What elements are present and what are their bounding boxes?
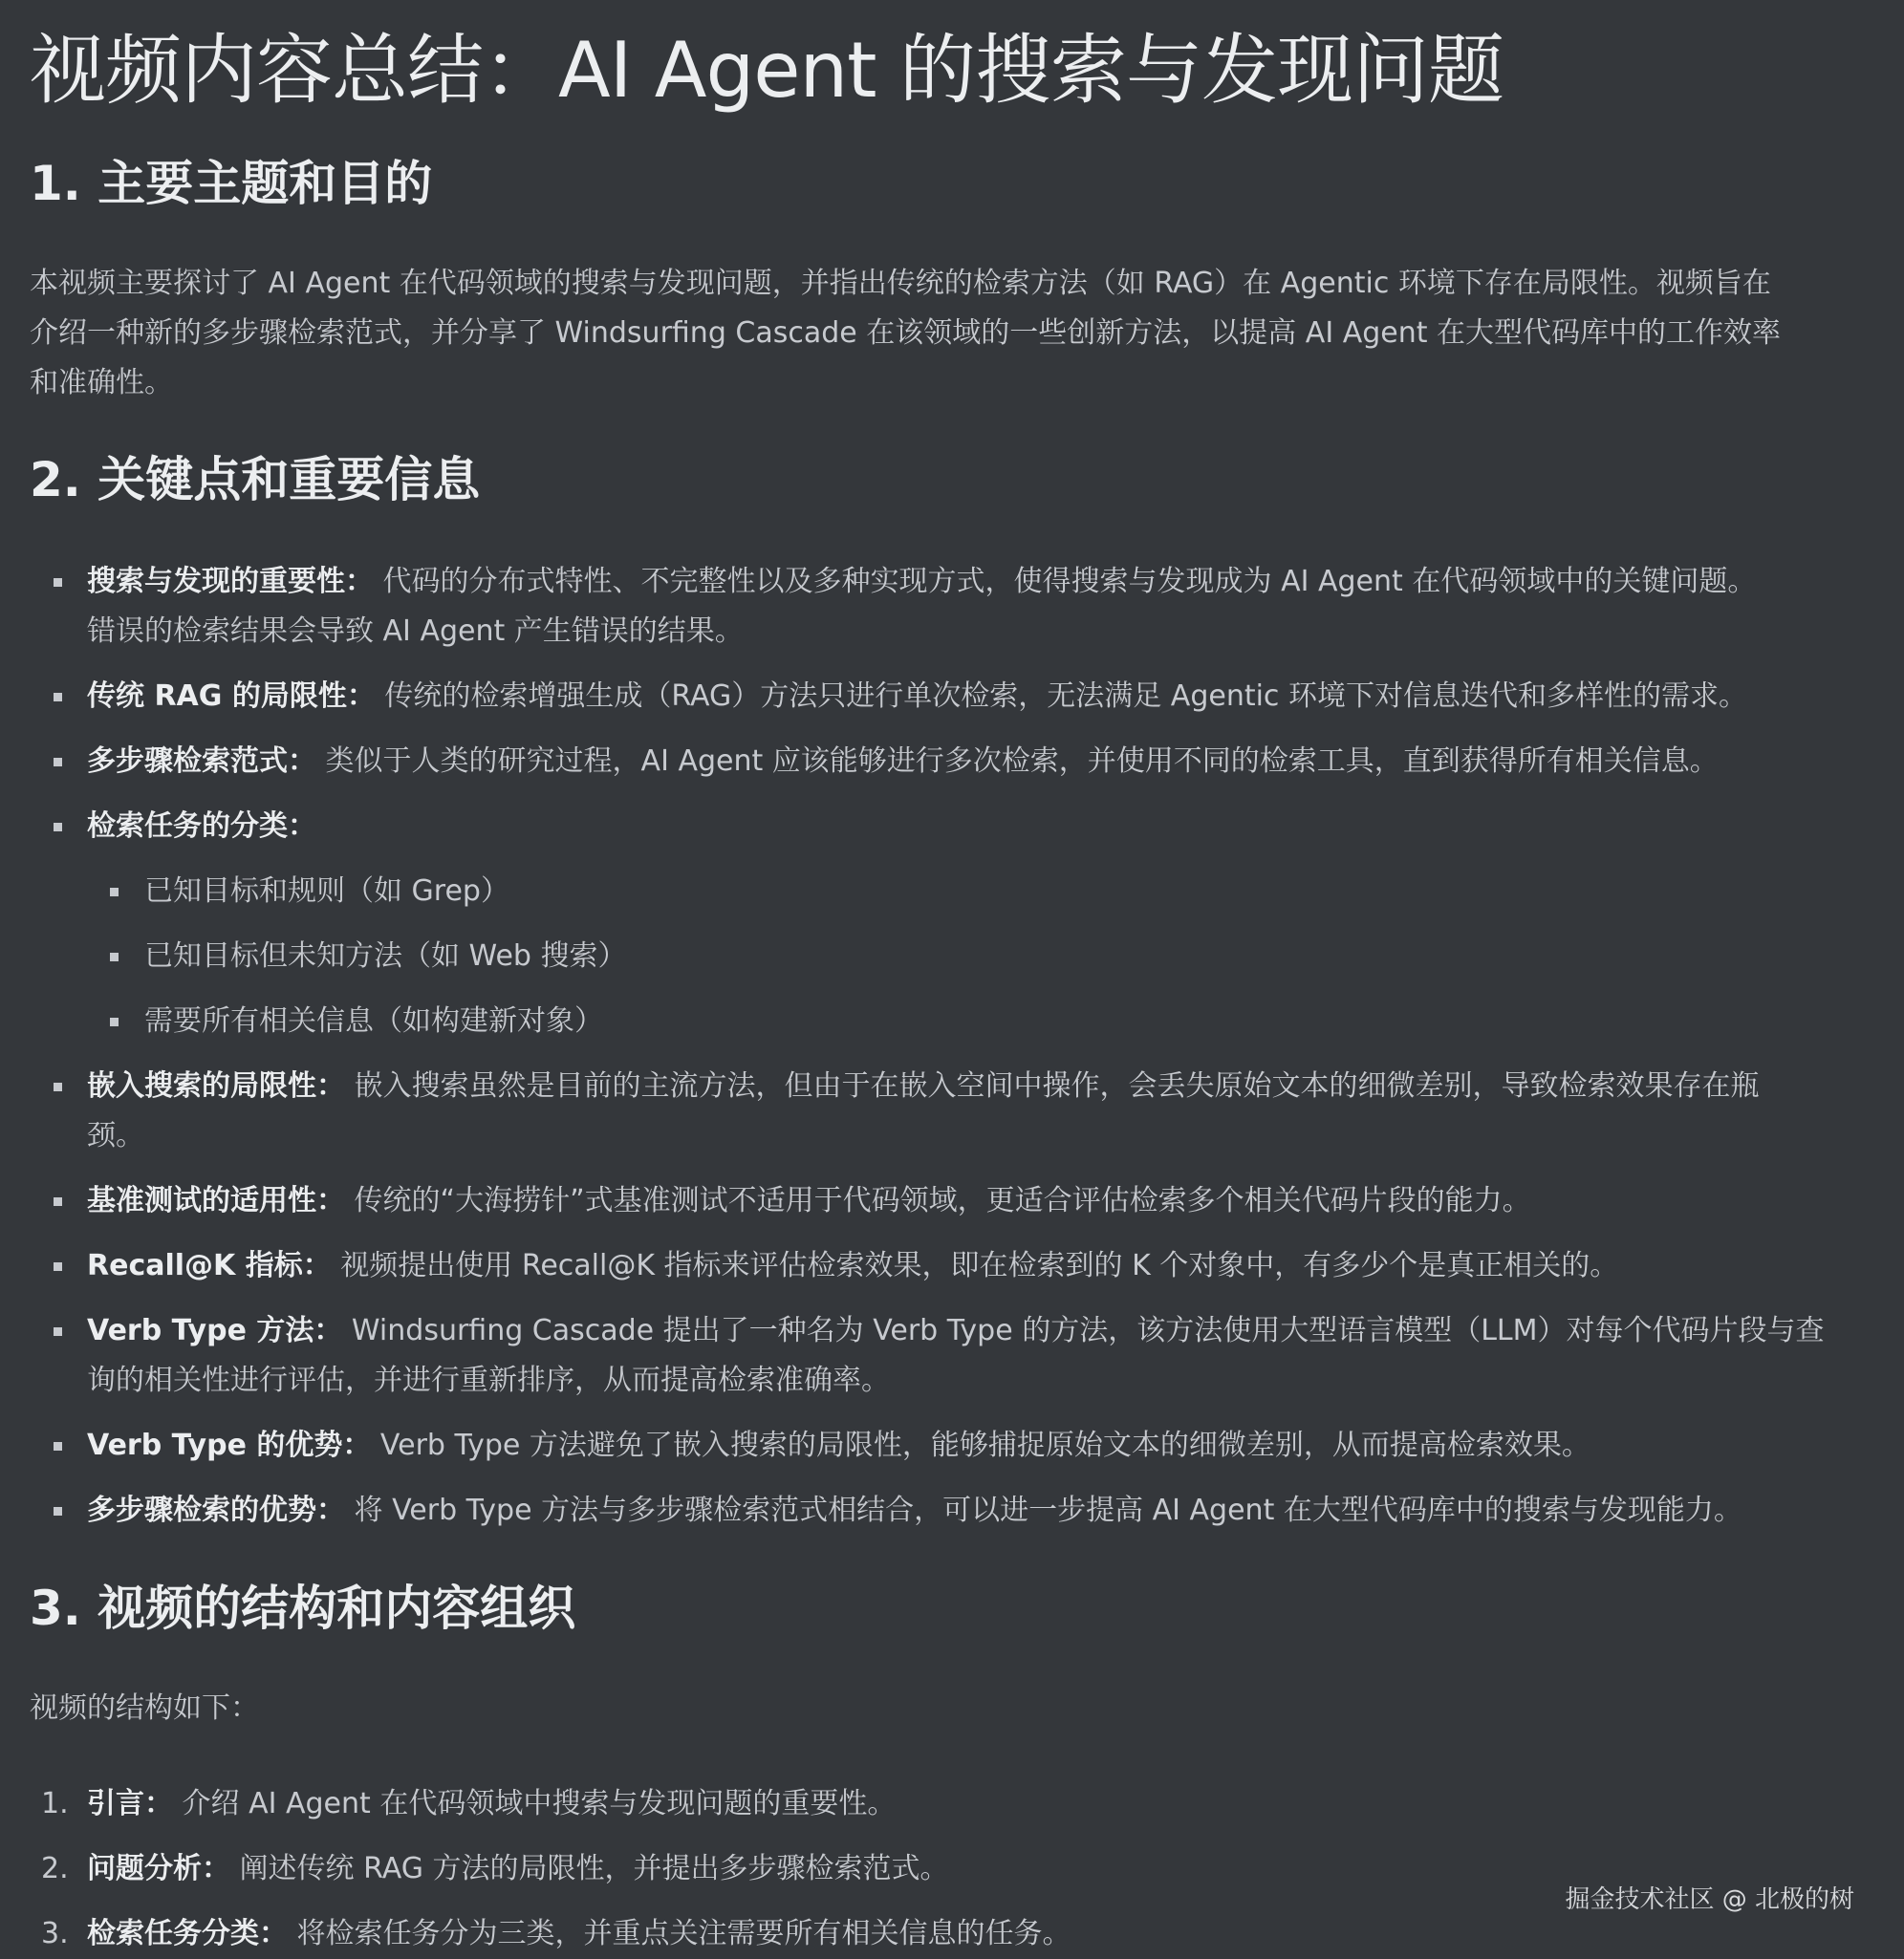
item-label: Verb Type 方法： <box>87 1314 343 1347</box>
sub-list-item <box>30 932 1874 981</box>
bullet-marker <box>54 1197 62 1206</box>
bullet-marker <box>110 888 119 896</box>
ordered-list-item <box>30 1779 1874 1829</box>
item-label: 多步骤检索范式： <box>87 744 316 778</box>
item-text: 介绍 AI Agent 在代码领域中搜索与发现问题的重要性。 <box>182 1787 897 1820</box>
item-label: 嵌入搜索的局限性： <box>87 1069 345 1103</box>
item-text: Windsurfing Cascade 提出了一种名为 Verb Type 的方法，该方法使用大型语言模型（LLM）对每个代码片段与查 <box>351 1314 1825 1347</box>
bullet-marker <box>54 1083 62 1091</box>
page-title: 视频内容总结：AI Agent 的搜索与发现问题 <box>30 26 1504 115</box>
item-number: 3. <box>41 1917 69 1950</box>
item-text: 嵌入搜索虽然是目前的主流方法，但由于在嵌入空间中操作，会丢失原始文本的细微差别，导致检索效果存在瓶 <box>354 1069 1760 1103</box>
item-text: 视频提出使用 Recall@K 指标来评估检索效果，即在检索到的 K 个对象中，有多少个是真正相关的。 <box>340 1249 1619 1282</box>
bullet-marker <box>54 1442 62 1451</box>
watermark: 掘金技术社区 @ 北极的树 <box>1565 1885 1854 1914</box>
bullet-marker <box>110 953 119 961</box>
sub-item-text: 已知目标和规则（如 Grep） <box>144 874 509 908</box>
item-text-cont: 询的相关性进行评估，并进行重新排序，从而提高检索准确率。 <box>87 1364 890 1397</box>
item-number: 2. <box>41 1852 69 1885</box>
item-text-cont: 颈。 <box>87 1119 144 1152</box>
list-item-multistep-advantage <box>30 1486 1874 1536</box>
bullet-marker <box>54 1262 62 1271</box>
item-label: 检索任务分类： <box>87 1917 288 1950</box>
ordered-list-item <box>30 1909 1874 1959</box>
list-item-recall-at-k <box>30 1241 1874 1291</box>
intro-line-1: 本视频主要探讨了 AI Agent 在代码领域的搜索与发现问题，并指出传统的检索方法（如 RAG）在 Agentic 环境下存在局限性。视频旨在 <box>30 267 1771 300</box>
bullet-marker <box>54 693 62 701</box>
item-label: 多步骤检索的优势： <box>87 1494 345 1527</box>
section-heading-1: 1. 主要主题和目的 <box>30 156 433 211</box>
item-label: Recall@K 指标： <box>87 1249 332 1282</box>
item-text: 将 Verb Type 方法与多步骤检索范式相结合，可以进一步提高 AI Agent 在大型代码库中的搜索与发现能力。 <box>354 1494 1742 1527</box>
bullet-marker <box>54 1507 62 1516</box>
bullet-marker <box>110 1018 119 1026</box>
sub-list-item <box>30 867 1874 916</box>
item-label: 传统 RAG 的局限性： <box>87 679 376 713</box>
intro-line-3: 和准确性。 <box>30 366 173 399</box>
item-label: 引言： <box>87 1787 173 1820</box>
list-item-search-importance <box>30 557 1874 657</box>
item-label: 检索任务的分类： <box>87 809 316 843</box>
section-heading-3: 3. 视频的结构和内容组织 <box>30 1581 576 1636</box>
item-text-cont: 错误的检索结果会导致 AI Agent 产生错误的结果。 <box>87 614 744 648</box>
bullet-marker <box>54 1327 62 1336</box>
item-text: 代码的分布式特性、不完整性以及多种实现方式，使得搜索与发现成为 AI Agent 在代码领域中的关键问题。 <box>382 565 1757 598</box>
sub-list-item <box>30 997 1874 1046</box>
item-number: 1. <box>41 1787 69 1820</box>
bullet-marker <box>54 578 62 587</box>
bullet-marker <box>54 758 62 766</box>
item-label: 基准测试的适用性： <box>87 1184 345 1217</box>
intro-line-2: 介绍一种新的多步骤检索范式，并分享了 Windsurfing Cascade 在该领域的一些创新方法，以提高 AI Agent 在大型代码库中的工作效率 <box>30 316 1782 350</box>
list-item-multistep <box>30 737 1874 786</box>
item-label: 问题分析： <box>87 1852 230 1885</box>
section-heading-2: 2. 关键点和重要信息 <box>30 452 481 507</box>
list-item-embedding-limits <box>30 1062 1874 1161</box>
list-item-benchmark <box>30 1176 1874 1226</box>
list-item-verb-type-advantage <box>30 1421 1874 1471</box>
sub-item-text: 已知目标但未知方法（如 Web 搜索） <box>144 939 627 973</box>
list-item-rag-limits <box>30 672 1874 721</box>
item-label: Verb Type 的优势： <box>87 1429 372 1462</box>
list-item-task-classification <box>30 802 1874 851</box>
item-text: 传统的“大海捞针”式基准测试不适用于代码领域，更适合评估检索多个相关代码片段的能力。 <box>354 1184 1531 1217</box>
item-label: 搜索与发现的重要性： <box>87 565 374 598</box>
item-text: 将检索任务分为三类，并重点关注需要所有相关信息的任务。 <box>296 1917 1071 1950</box>
structure-intro: 视频的结构如下： <box>30 1691 259 1725</box>
sub-item-text: 需要所有相关信息（如构建新对象） <box>144 1004 603 1038</box>
item-text: Verb Type 方法避免了嵌入搜索的局限性，能够捕捉原始文本的细微差别，从而提高检索效果。 <box>379 1429 1590 1462</box>
list-item-verb-type-method <box>30 1306 1874 1406</box>
item-text: 传统的检索增强生成（RAG）方法只进行单次检索，无法满足 Agentic 环境下对信息迭代和多样性的需求。 <box>384 679 1747 713</box>
intro-paragraph <box>30 259 1874 408</box>
bullet-marker <box>54 823 62 831</box>
item-text: 类似于人类的研究过程，AI Agent 应该能够进行多次检索，并使用不同的检索工具，直到获得所有相关信息。 <box>325 744 1719 778</box>
item-text: 阐述传统 RAG 方法的局限性，并提出多步骤检索范式。 <box>239 1852 949 1885</box>
